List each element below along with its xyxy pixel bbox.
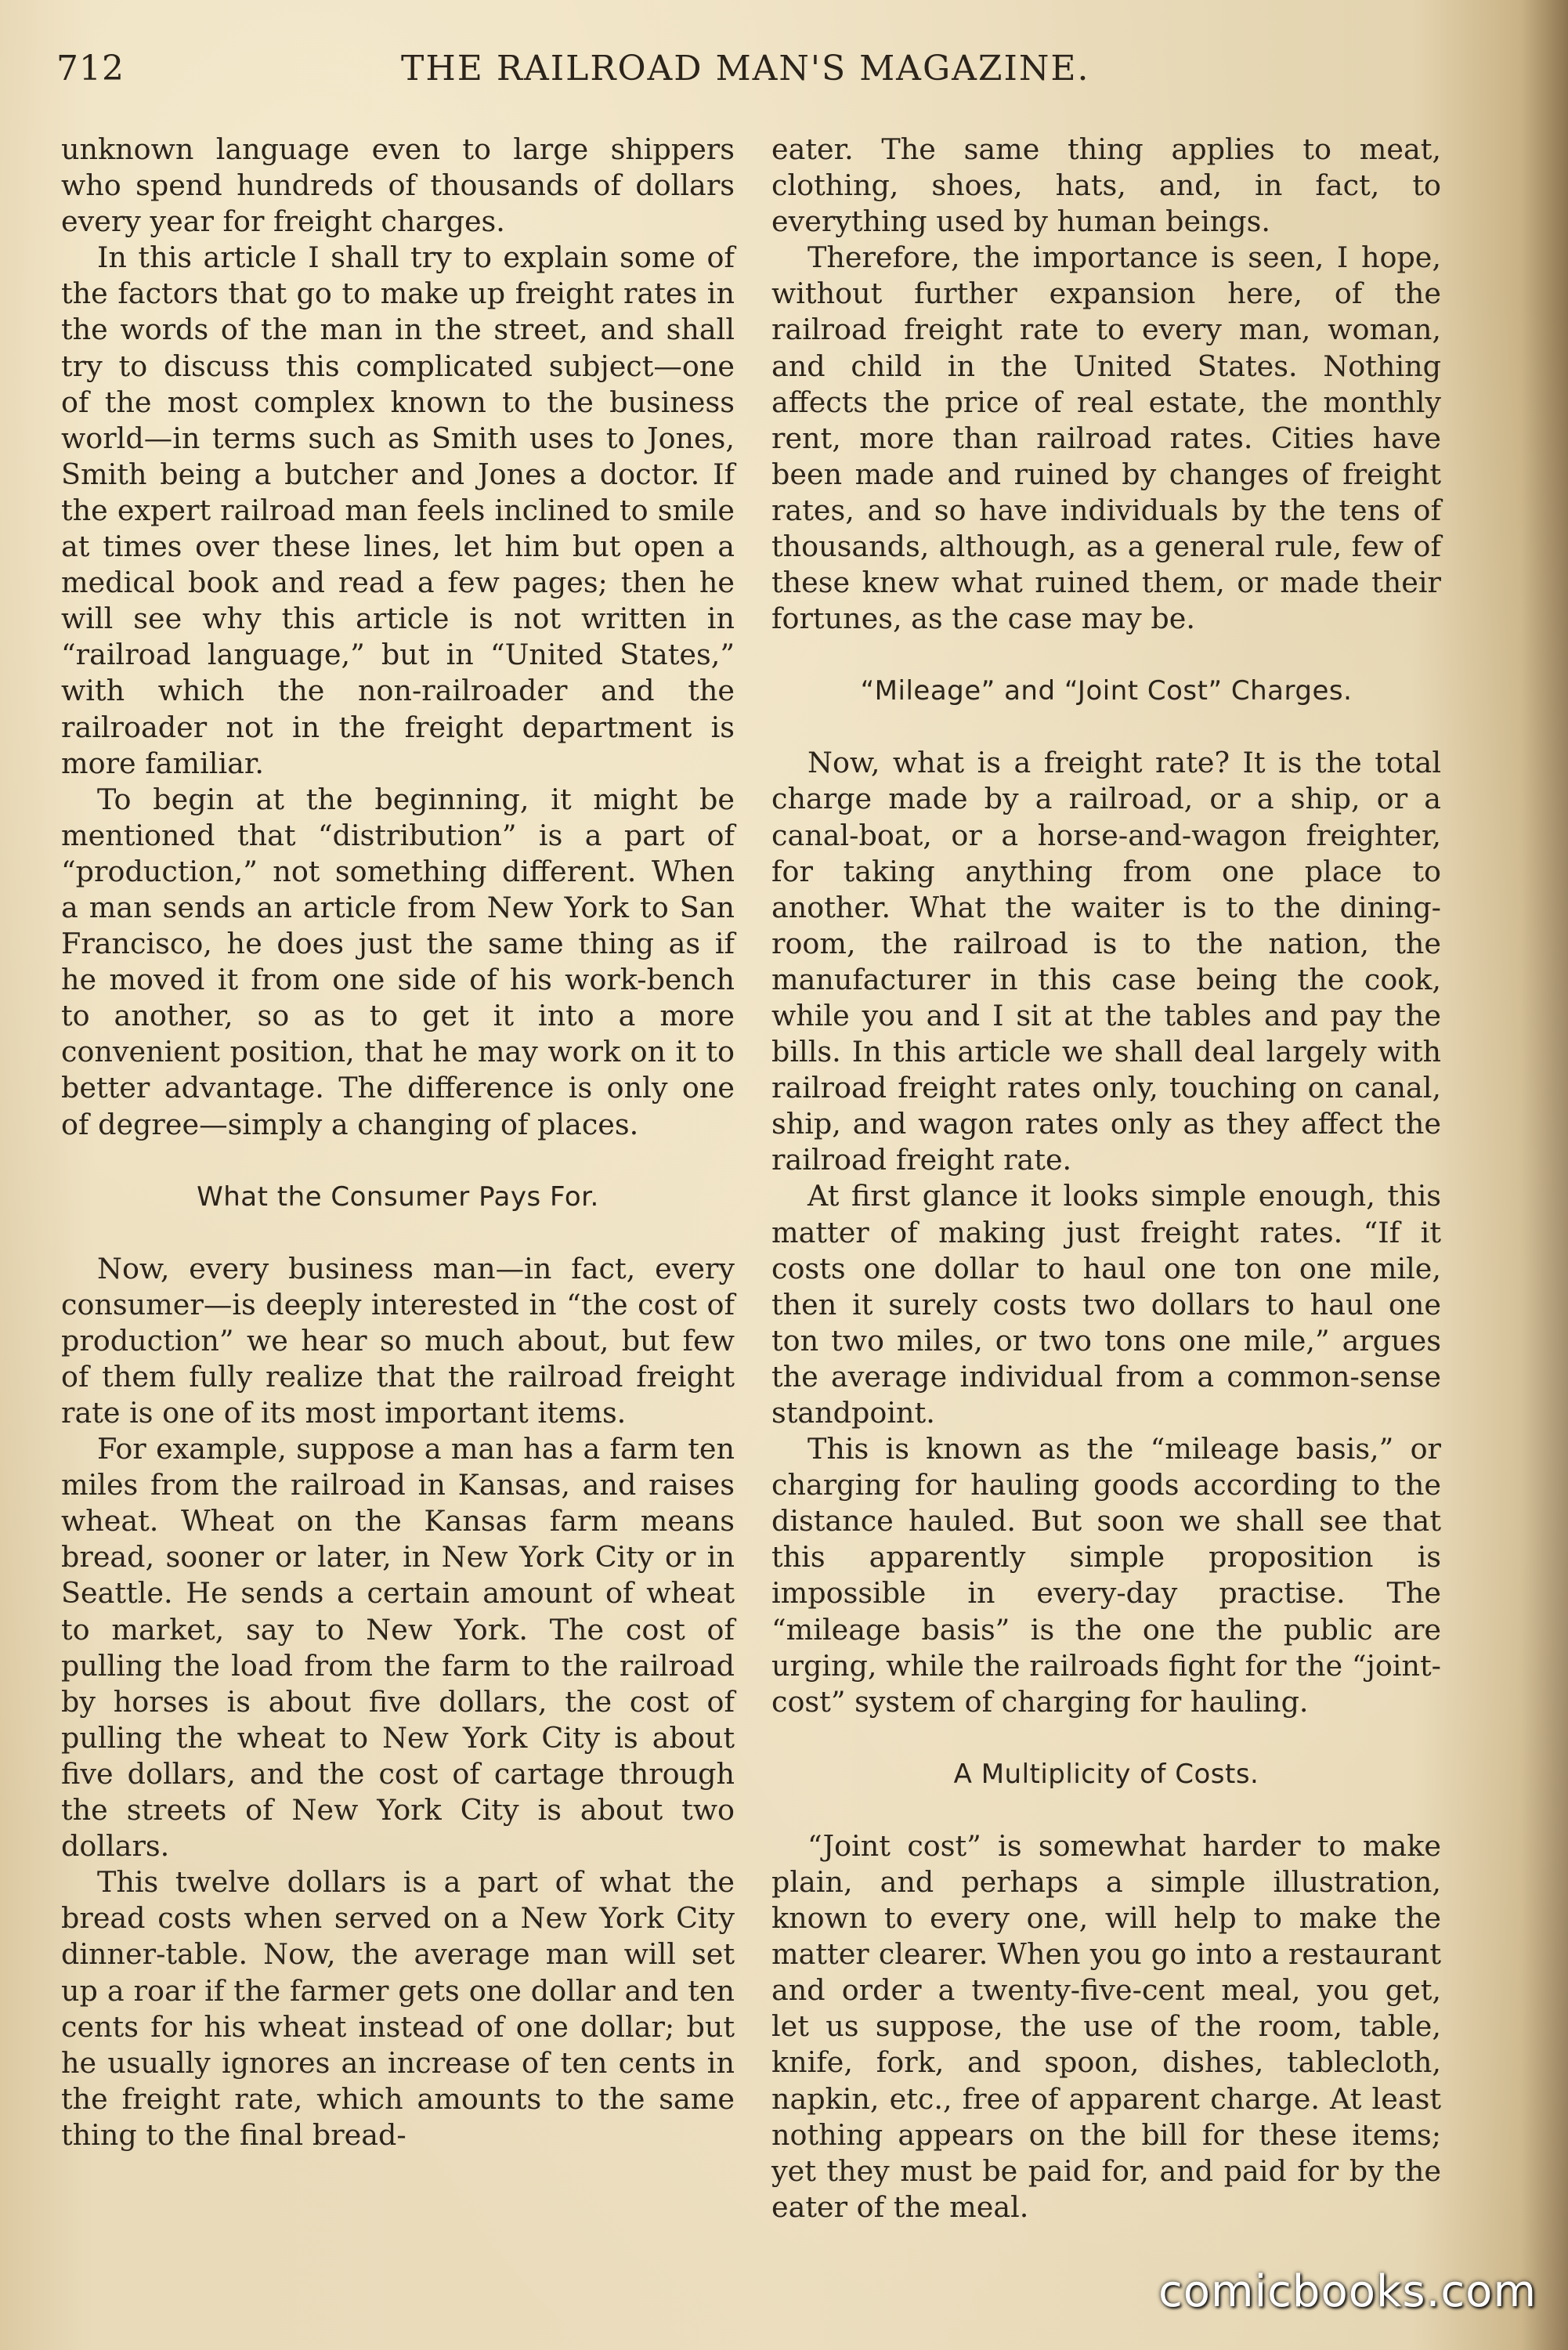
right-column xyxy=(771,132,1441,2225)
running-title: THE RAILROAD MAN'S MAGAZINE. xyxy=(401,49,1090,89)
paragraph: unknown language even to large shippers who spend hundreds of thousands of dollars every year for freight charges. xyxy=(61,132,735,239)
section-heading: “Mileage” and “Joint Cost” Charges. xyxy=(860,675,1353,707)
section-heading: A Multiplicity of Costs. xyxy=(953,1758,1259,1790)
paragraph: Now, what is a freight rate? It is the total charge made by a railroad, or a ship, or a canal-boat, or a horse-and-wagon freighter, for taking anything from one place to another. What the waiter is to the dining-room, the railroad is to the nation, the manufacturer in this case being the cook, while you and I sit at the tables and pay the bills. In this article we shall deal largely with railroad freight rates only, touching on canal, ship, and wagon rates only as they affect the railroad freight rate. xyxy=(771,746,1441,1177)
paragraph: Therefore, the importance is seen, I hope, without further expansion here, of the railroad freight rate to every man, woman, and child in the United States. Nothing affects the price of real estate, the monthly rent, more than railroad rates. Cities have been made and ruined by changes of freight rates, and so have individuals by the tens of thousands, although, as a general rule, few of these knew what ruined them, or made their fortunes, as the case may be. xyxy=(771,240,1441,636)
section-heading: What the Consumer Pays For. xyxy=(197,1180,599,1213)
paragraph: To begin at the beginning, it might be mentioned that “distribution” is a part of “production,” not something different. When a man sends an article from New York to San Francisco, he does just the same thing as if he moved it from one side of his work-bench to another, so as to get it into a more convenient position, that he may work on it to better advantage. The difference is only one of degree—simply a changing of places. xyxy=(61,782,735,1141)
page-number: 712 xyxy=(56,49,125,89)
left-column xyxy=(61,132,735,2153)
paragraph: This twelve dollars is a part of what the bread costs when served on a New York City dinner-table. Now, the average man will set up a roar if the farmer gets one dollar and ten cents for his wheat instead of one dollar; but he usually ignores an increase of ten cents in the freight rate, which amounts to the same thing to the final bread- xyxy=(61,1865,735,2152)
paragraph: In this article I shall try to explain some of the factors that go to make up freight rates in the words of the man in the street, and shall try to discuss this complicated subject—one of the most complex known to the business world—in terms such as Smith uses to Jones, Smith being a butcher and Jones a doctor. If the expert railroad man feels inclined to smile at times over these lines, let him but open a medical book and read a few pages; then he will see why this article is not written in “railroad language,” but in “United States,” with which the non-railroader and the railroader not in the freight department is more familiar. xyxy=(61,240,735,780)
paragraph: This is known as the “mileage basis,” or charging for hauling goods according to the distance hauled. But soon we shall see that this apparently simple proposition is impossible in every-day practise. The “mileage basis” is the one the public are urging, while the railroads fight for the “joint-cost” system of charging for hauling. xyxy=(771,1432,1441,1719)
paragraph: “Joint cost” is somewhat harder to make plain, and perhaps a simple illustration, known to every one, will help to make the matter clearer. When you go into a restaurant and order a twenty-five-cent meal, you get, let us suppose, the use of the room, table, knife, fork, and spoon, dishes, tablecloth, napkin, etc., free of apparent charge. At least nothing appears on the bill for these items; yet they must be paid for, and paid for by the eater of the meal. xyxy=(771,1828,1441,2224)
paragraph: At first glance it looks simple enough, this matter of making just freight rates. “If it costs one dollar to haul one ton one mile, then it surely costs two dollars to haul one ton two miles, or two tons one mile,” argues the average individual from a common-sense standpoint. xyxy=(771,1179,1441,1430)
page-header xyxy=(56,49,1458,96)
paragraph: eater. The same thing applies to meat, clothing, shoes, hats, and, in fact, to everything used by human beings. xyxy=(771,132,1441,239)
paragraph: Now, every business man—in fact, every consumer—is deeply interested in “the cost of production” we hear so much about, but few of them fully realize that the railroad freight rate is one of its most important items. xyxy=(61,1251,735,1430)
watermark: comicbooks.com xyxy=(1158,2266,1537,2317)
paragraph: For example, suppose a man has a farm ten miles from the railroad in Kansas, and raises wheat. Wheat on the Kansas farm means bread, sooner or later, in New York City or in Seattle. He sends a certain amount of wheat to market, say to New York. The cost of pulling the load from the farm to the railroad by horses is about five dollars, the cost of pulling the wheat to New York City is about five dollars, and the cost of cartage through the streets of New York City is about two dollars. xyxy=(61,1432,735,1864)
